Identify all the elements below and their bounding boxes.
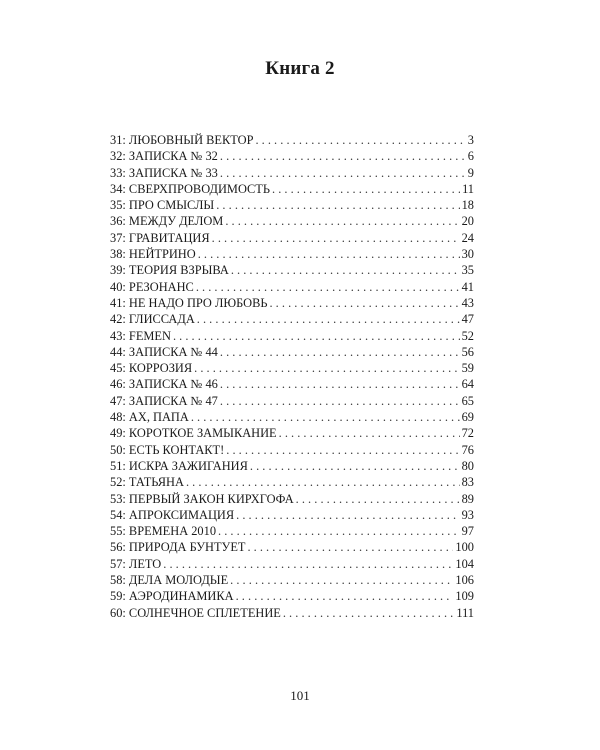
- toc-entry-title: 34: СВЕРХПРОВОДИМОСТЬ: [110, 181, 270, 196]
- toc-dot-leader: [163, 556, 453, 572]
- toc-entry: [110, 360, 474, 376]
- toc-entry-title: 54: АПРОКСИМАЦИЯ: [110, 507, 235, 522]
- toc-entry-page: 89: [461, 491, 474, 506]
- toc-entry-title: 37: ГРАВИТАЦИЯ: [110, 230, 210, 245]
- toc-dot-leader: [225, 213, 459, 229]
- toc-dot-leader: [197, 311, 460, 327]
- toc-entry-title: 36: МЕЖДУ ДЕЛОМ: [110, 214, 224, 229]
- toc-entry-title: 50: ЕСТЬ КОНТАКТ!: [110, 442, 225, 457]
- toc-entry-page: 6: [467, 149, 474, 164]
- toc-dot-leader: [220, 165, 466, 181]
- toc-entry-title: 60: СОЛНЕЧНОЕ СПЛЕТЕНИЕ: [110, 605, 281, 620]
- toc-entry-title: 51: ИСКРА ЗАЖИГАНИЯ: [110, 458, 248, 473]
- toc-dot-leader: [226, 442, 459, 458]
- toc-entry: [110, 311, 474, 327]
- toc-dot-leader: [216, 197, 459, 213]
- page-number: 101: [290, 688, 310, 703]
- toc-entry: [110, 262, 474, 278]
- toc-entry-page: 100: [455, 540, 474, 555]
- toc-dot-leader: [220, 148, 466, 164]
- toc-entry: [110, 409, 474, 425]
- toc-dot-leader: [250, 458, 460, 474]
- toc-entry: [110, 491, 474, 507]
- toc-entry-page: 97: [461, 524, 474, 539]
- toc-entry-title: 52: ТАТЬЯНА: [110, 475, 184, 490]
- toc-entry-page: 64: [461, 377, 474, 392]
- toc-dot-leader: [220, 376, 460, 392]
- toc-dot-leader: [173, 328, 460, 344]
- toc-entry: [110, 213, 474, 229]
- toc-entry-title: 41: НЕ НАДО ПРО ЛЮБОВЬ: [110, 295, 268, 310]
- toc-entry: [110, 295, 474, 311]
- toc-dot-leader: [236, 588, 454, 604]
- toc-dot-leader: [231, 262, 460, 278]
- page-title: Книга 2: [265, 58, 335, 79]
- toc-dot-leader: [186, 474, 460, 490]
- toc-entry: [110, 474, 474, 490]
- toc-entry-page: 69: [461, 410, 474, 425]
- toc-entry-title: 58: ДЕЛА МОЛОДЫЕ: [110, 573, 229, 588]
- toc-dot-leader: [191, 409, 460, 425]
- toc-entry-title: 57: ЛЕТО: [110, 556, 162, 571]
- toc-dot-leader: [196, 279, 460, 295]
- toc-entry-title: 47: ЗАПИСКА № 47: [110, 393, 218, 408]
- toc-entry-page: 65: [461, 393, 474, 408]
- toc-entry: [110, 376, 474, 392]
- toc-entry-title: 35: ПРО СМЫСЛЫ: [110, 198, 215, 213]
- toc-dot-leader: [220, 393, 460, 409]
- toc-entry: [110, 507, 474, 523]
- toc-entry-page: 56: [461, 344, 474, 359]
- toc-dot-leader: [218, 523, 460, 539]
- toc-entry: [110, 442, 474, 458]
- toc-entry: [110, 425, 474, 441]
- toc-entry: [110, 279, 474, 295]
- toc-entry-page: 9: [467, 165, 474, 180]
- table-of-contents: [110, 132, 474, 621]
- toc-entry-title: 53: ПЕРВЫЙ ЗАКОН КИРХГОФА: [110, 491, 294, 506]
- toc-entry-title: 45: КОРРОЗИЯ: [110, 361, 193, 376]
- toc-dot-leader: [269, 295, 459, 311]
- toc-entry: [110, 197, 474, 213]
- toc-entry-title: 33: ЗАПИСКА № 33: [110, 165, 218, 180]
- toc-entry: [110, 523, 474, 539]
- toc-entry-page: 30: [461, 247, 474, 262]
- toc-dot-leader: [194, 360, 459, 376]
- toc-entry: [110, 165, 474, 181]
- toc-entry-title: 59: АЭРОДИНАМИКА: [110, 589, 234, 604]
- toc-entry-page: 59: [461, 361, 474, 376]
- toc-entry: [110, 393, 474, 409]
- toc-dot-leader: [220, 344, 460, 360]
- toc-entry-page: 83: [461, 475, 474, 490]
- toc-entry-page: 20: [461, 214, 474, 229]
- toc-entry-title: 39: ТЕОРИЯ ВЗРЫВА: [110, 263, 229, 278]
- toc-entry-page: 52: [461, 328, 474, 343]
- toc-entry: [110, 230, 474, 246]
- toc-entry: [110, 132, 474, 148]
- toc-entry: [110, 246, 474, 262]
- toc-entry-title: 44: ЗАПИСКА № 44: [110, 344, 218, 359]
- toc-entry-title: 40: РЕЗОНАНС: [110, 279, 194, 294]
- toc-entry-page: 43: [461, 295, 474, 310]
- toc-entry-page: 35: [461, 263, 474, 278]
- toc-entry-page: 3: [467, 133, 474, 147]
- toc-dot-leader: [236, 507, 459, 523]
- toc-entry-page: 18: [461, 198, 474, 213]
- toc-entry-page: 41: [461, 279, 474, 294]
- toc-entry-page: 104: [455, 556, 474, 571]
- toc-entry-page: 80: [461, 458, 474, 473]
- toc-entry-title: 43: FEMEN: [110, 328, 171, 343]
- toc-entry-page: 76: [461, 442, 474, 457]
- toc-entry-title: 46: ЗАПИСКА № 46: [110, 377, 218, 392]
- toc-entry-title: 49: КОРОТКОЕ ЗАМЫКАНИЕ: [110, 426, 277, 441]
- toc-entry-page: 47: [461, 312, 474, 327]
- toc-dot-leader: [198, 246, 460, 262]
- toc-dot-leader: [296, 491, 460, 507]
- toc-entry-title: 55: ВРЕМЕНА 2010: [110, 524, 217, 539]
- toc-entry-title: 48: АХ, ПАПА: [110, 410, 189, 425]
- toc-entry: [110, 572, 474, 588]
- toc-entry: [110, 181, 474, 197]
- toc-dot-leader: [247, 539, 453, 555]
- toc-dot-leader: [255, 132, 465, 148]
- toc-entry-page: 93: [461, 507, 474, 522]
- toc-entry-page: 111: [456, 605, 474, 620]
- toc-entry-page: 106: [455, 573, 474, 588]
- toc-entry-title: 31: ЛЮБОВНЫЙ ВЕКТОР: [110, 133, 254, 147]
- toc-entry: [110, 588, 474, 604]
- toc-entry-page: 11: [462, 181, 474, 196]
- toc-dot-leader: [283, 605, 454, 621]
- toc-entry-title: 42: ГЛИССАДА: [110, 312, 195, 327]
- toc-entry-title: 56: ПРИРОДА БУНТУЕТ: [110, 540, 246, 555]
- toc-dot-leader: [230, 572, 453, 588]
- toc-entry-page: 109: [455, 589, 474, 604]
- toc-entry-page: 72: [461, 426, 474, 441]
- toc-entry-title: 38: НЕЙТРИНО: [110, 247, 196, 262]
- toc-entry: [110, 539, 474, 555]
- toc-entry: [110, 344, 474, 360]
- toc-entry: [110, 556, 474, 572]
- toc-entry: [110, 458, 474, 474]
- toc-dot-leader: [212, 230, 460, 246]
- toc-entry: [110, 605, 474, 621]
- toc-dot-leader: [279, 425, 460, 441]
- toc-dot-leader: [272, 181, 460, 197]
- toc-entry: [110, 328, 474, 344]
- toc-entry: [110, 148, 474, 164]
- toc-entry-title: 32: ЗАПИСКА № 32: [110, 149, 218, 164]
- toc-entry-page: 24: [461, 230, 474, 245]
